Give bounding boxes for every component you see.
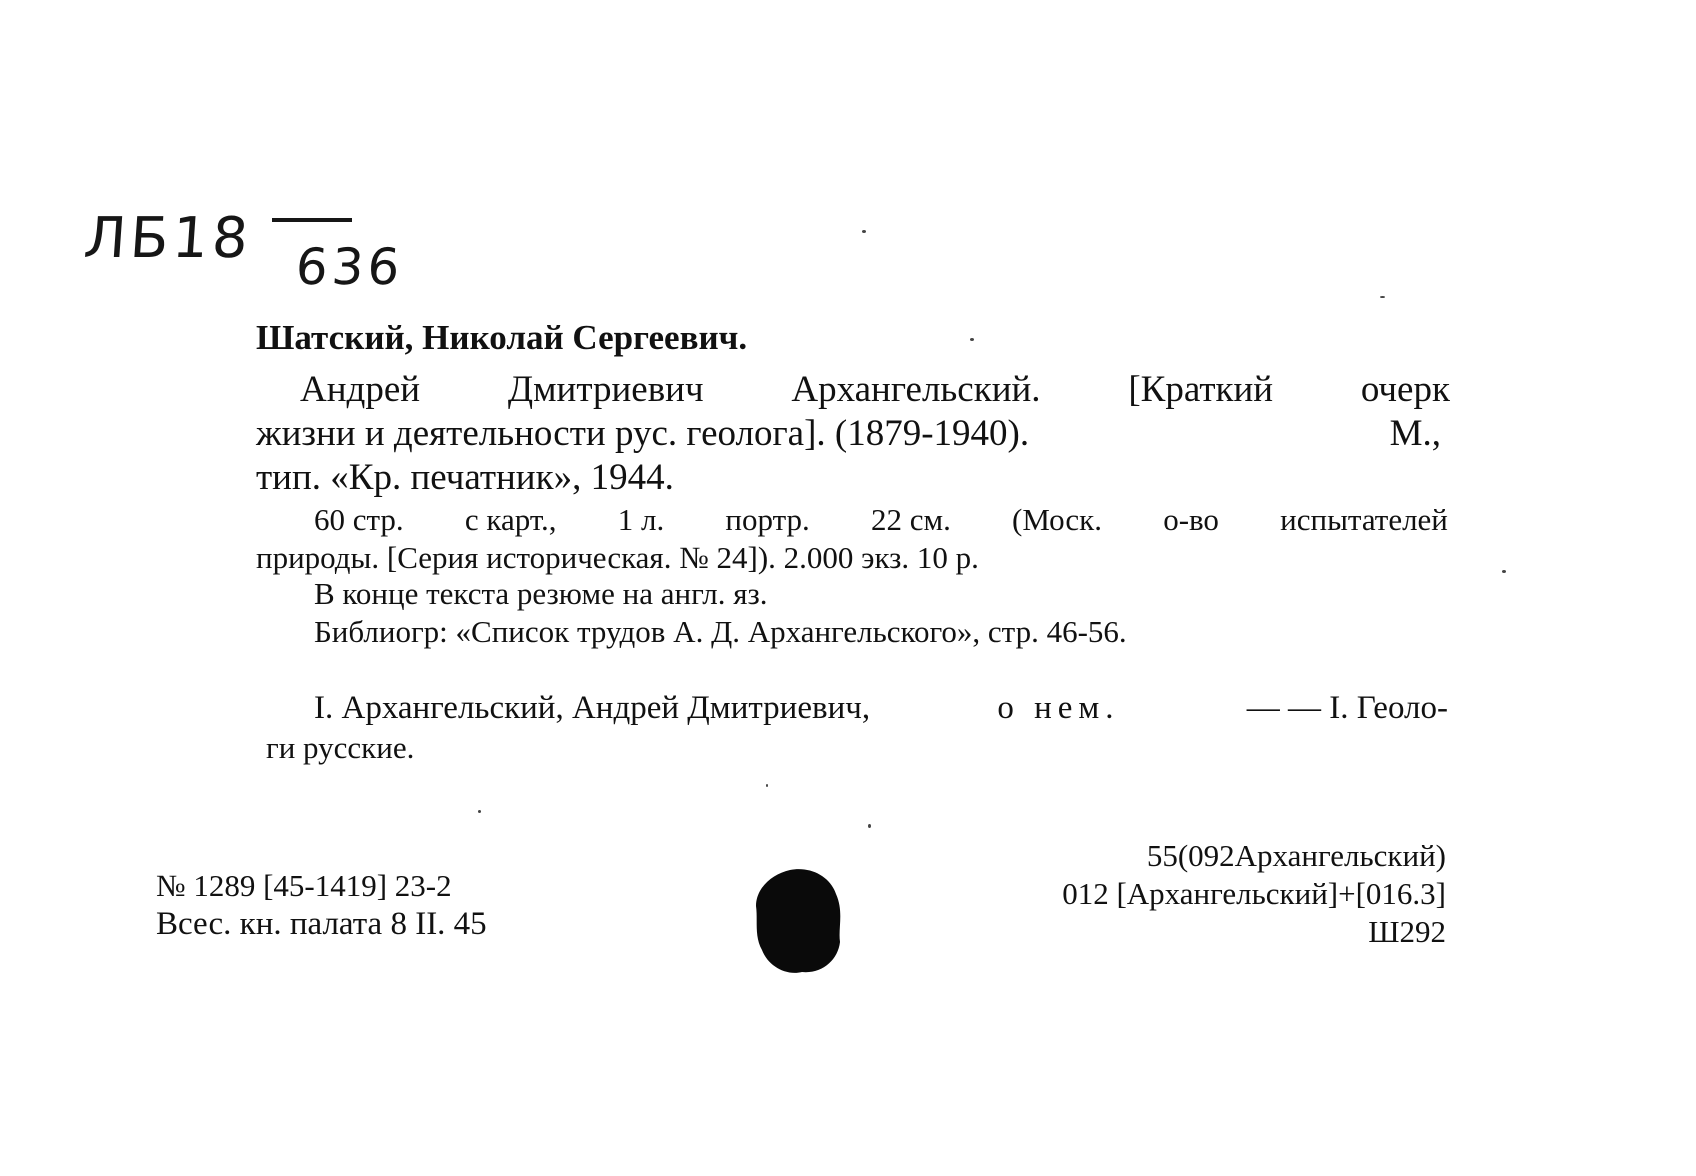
collation-line-2: природы. [Серия историческая. № 24]). 2.000 экз. 10 р.	[256, 540, 979, 575]
speck	[1502, 570, 1506, 573]
speck	[868, 824, 871, 828]
handwritten-number: 636	[293, 238, 406, 296]
speck	[970, 338, 974, 341]
ink-blot	[752, 866, 844, 976]
collation-line-1	[314, 502, 1448, 538]
title-line-2	[256, 412, 1441, 455]
title-word: Архангельский.	[791, 369, 1041, 410]
tracing-text: I. Архангельский, Андрей Дмитриевич,	[314, 690, 871, 726]
collation-part: о-во	[1163, 502, 1219, 537]
note-summary: В конце текста резюме на англ. яз.	[314, 576, 768, 611]
title-word: очерк	[1360, 369, 1450, 410]
collation-part: 60 стр.	[314, 502, 404, 537]
registration-chamber: Всес. кн. палата 8 II. 45	[156, 906, 487, 942]
handwritten-shelfmark: ЛБ18	[81, 206, 255, 271]
collation-part: испытателей	[1280, 502, 1448, 537]
tracing-spaced: о нем.	[997, 690, 1120, 726]
author-heading: Шатский, Николай Сергеевич.	[256, 318, 748, 357]
collation-part: 22 см.	[870, 502, 951, 537]
tracing-text: — — I. Геоло-	[1246, 690, 1448, 726]
tracing-line-2: ги русские.	[266, 730, 415, 765]
collation-part: (Моск.	[1012, 502, 1102, 537]
classification-line-2: 012 [Архангельский]+[016.3]	[1062, 876, 1446, 911]
collation-part: 1 л.	[617, 502, 665, 537]
speck	[766, 784, 768, 787]
title-word: [Краткий	[1128, 369, 1274, 410]
title-line-1	[300, 368, 1450, 411]
title-text: жизни и деятельности рус. геолога]. (1879-1940).	[256, 413, 1030, 454]
title-word: Андрей	[300, 369, 421, 410]
speck	[478, 810, 481, 813]
title-word: Дмитриевич	[507, 369, 704, 410]
collation-part: портр.	[725, 502, 810, 537]
classification-code: Ш292	[1368, 914, 1446, 949]
classification-line-1: 55(092Архангельский)	[1146, 838, 1446, 873]
imprint-place: М.,	[1389, 413, 1441, 454]
speck	[1380, 296, 1385, 298]
imprint-line: тип. «Кр. печатник», 1944.	[256, 457, 674, 498]
registration-number: № 1289 [45-1419] 23-2	[156, 868, 452, 903]
tracing-line-1	[314, 690, 1448, 727]
collation-part: с карт.,	[464, 502, 557, 537]
note-bibliography: Библиогр: «Список трудов А. Д. Архангельского», стр. 46-56.	[314, 614, 1127, 649]
handwritten-overline	[272, 218, 352, 222]
speck	[862, 230, 866, 233]
